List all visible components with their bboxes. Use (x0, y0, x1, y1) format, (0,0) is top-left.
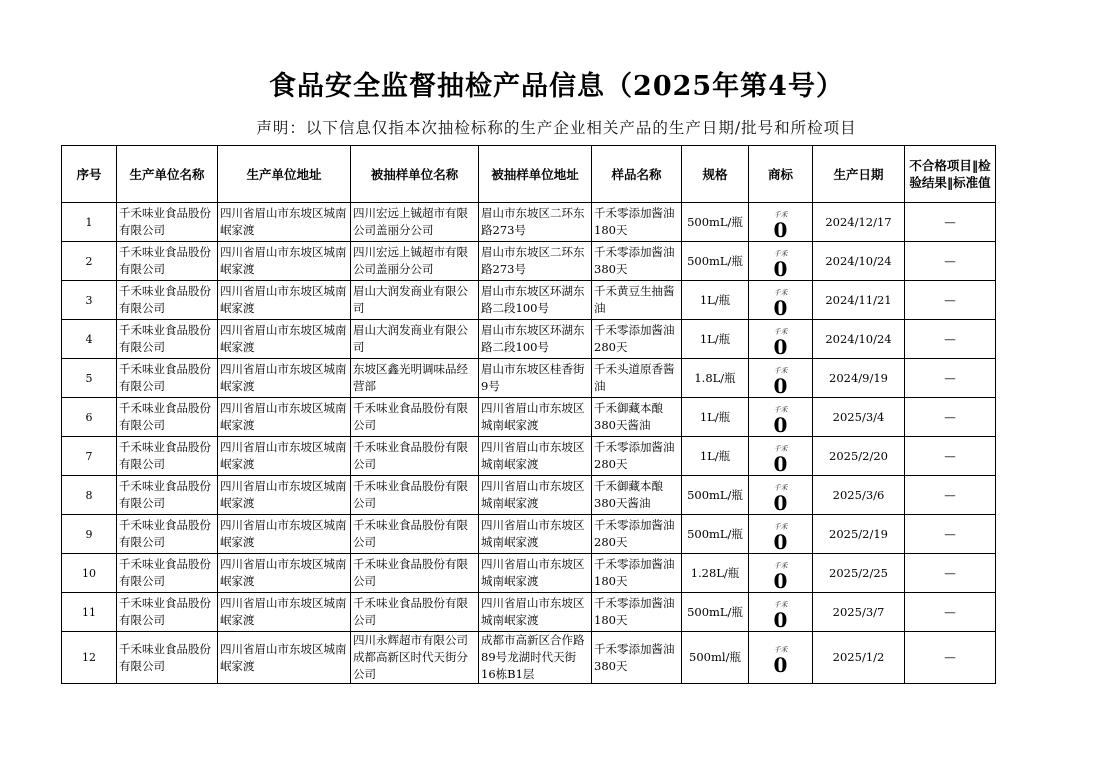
cell-sample-name: 千禾零添加酱油280天 (592, 320, 682, 359)
cell-producer: 千禾味业食品股份有限公司 (117, 632, 218, 684)
cell-trademark (749, 515, 813, 554)
header-sampled-address: 被抽样单位地址 (479, 146, 592, 203)
inspection-table (61, 145, 996, 684)
trademark-main-glyph: 0 (773, 373, 788, 398)
cell-trademark (749, 437, 813, 476)
cell-production-date: 2025/3/4 (813, 398, 905, 437)
cell-production-date: 2025/3/6 (813, 476, 905, 515)
cell-sampled-unit: 千禾味业食品股份有限公司 (351, 398, 479, 437)
cell-failed-items: — (905, 632, 996, 684)
trademark-top-text: 千禾 (773, 405, 788, 414)
trademark-main-glyph: 0 (773, 607, 788, 632)
table-row (62, 593, 996, 632)
cell-failed-items: — (905, 554, 996, 593)
header-failed-items: 不合格项目‖检验结果‖标准值 (905, 146, 996, 203)
cell-sample-name: 千禾头道原香酱油 (592, 359, 682, 398)
trademark-main-glyph: 0 (773, 334, 788, 359)
cell-seq: 10 (62, 554, 117, 593)
cell-producer: 千禾味业食品股份有限公司 (117, 203, 218, 242)
cell-sample-name: 千禾御藏本酿380天酱油 (592, 476, 682, 515)
cell-spec: 1L/瓶 (682, 320, 749, 359)
cell-producer-address: 四川省眉山市东坡区城南岷家渡 (218, 281, 351, 320)
cell-production-date: 2025/2/25 (813, 554, 905, 593)
cell-trademark (749, 593, 813, 632)
table-header-row (62, 146, 996, 203)
cell-sampled-address: 四川省眉山市东坡区城南岷家渡 (479, 398, 592, 437)
cell-failed-items: — (905, 320, 996, 359)
qianhe-logo-icon (774, 368, 788, 396)
cell-producer-address: 四川省眉山市东坡区城南岷家渡 (218, 476, 351, 515)
cell-producer: 千禾味业食品股份有限公司 (117, 281, 218, 320)
cell-trademark (749, 320, 813, 359)
cell-producer: 千禾味业食品股份有限公司 (117, 515, 218, 554)
cell-sampled-unit: 四川宏远上铖超市有限公司盖丽分公司 (351, 242, 479, 281)
table-row (62, 554, 996, 593)
cell-producer-address: 四川省眉山市东坡区城南岷家渡 (218, 515, 351, 554)
cell-seq: 2 (62, 242, 117, 281)
cell-producer: 千禾味业食品股份有限公司 (117, 359, 218, 398)
cell-sampled-address: 四川省眉山市东坡区城南岷家渡 (479, 437, 592, 476)
cell-spec: 500mL/瓶 (682, 593, 749, 632)
trademark-main-glyph: 0 (773, 490, 788, 515)
trademark-main-glyph: 0 (773, 412, 788, 437)
qianhe-logo-icon (774, 251, 788, 279)
page-title: 食品安全监督抽检产品信息（2025年第4号） (269, 71, 844, 102)
cell-producer: 千禾味业食品股份有限公司 (117, 554, 218, 593)
qianhe-logo-icon (774, 407, 788, 435)
cell-failed-items: — (905, 203, 996, 242)
cell-spec: 1L/瓶 (682, 398, 749, 437)
cell-spec: 1.8L/瓶 (682, 359, 749, 398)
cell-failed-items: — (905, 242, 996, 281)
table-row (62, 320, 996, 359)
cell-trademark (749, 632, 813, 684)
cell-sampled-unit: 四川永辉超市有限公司成都高新区时代天街分公司 (351, 632, 479, 684)
qianhe-logo-icon (774, 485, 788, 513)
cell-producer: 千禾味业食品股份有限公司 (117, 320, 218, 359)
cell-sampled-address: 四川省眉山市东坡区城南岷家渡 (479, 554, 592, 593)
cell-trademark (749, 281, 813, 320)
trademark-main-glyph: 0 (773, 529, 788, 554)
trademark-top-text: 千禾 (773, 288, 788, 297)
trademark-main-glyph: 0 (773, 295, 788, 320)
cell-producer-address: 四川省眉山市东坡区城南岷家渡 (218, 593, 351, 632)
cell-spec: 500mL/瓶 (682, 242, 749, 281)
cell-failed-items: — (905, 593, 996, 632)
cell-seq: 9 (62, 515, 117, 554)
cell-spec: 1L/瓶 (682, 281, 749, 320)
cell-producer-address: 四川省眉山市东坡区城南岷家渡 (218, 632, 351, 684)
cell-spec: 500mL/瓶 (682, 515, 749, 554)
cell-producer-address: 四川省眉山市东坡区城南岷家渡 (218, 203, 351, 242)
header-producer-address: 生产单位地址 (218, 146, 351, 203)
cell-sampled-address: 眉山市东坡区桂香街9号 (479, 359, 592, 398)
header-production-date: 生产日期 (813, 146, 905, 203)
cell-spec: 500mL/瓶 (682, 203, 749, 242)
qianhe-logo-icon (774, 212, 788, 240)
trademark-main-glyph: 0 (773, 568, 788, 593)
cell-sampled-address: 眉山市东坡区环湖东路二段100号 (479, 281, 592, 320)
table-row (62, 203, 996, 242)
cell-production-date: 2024/11/21 (813, 281, 905, 320)
qianhe-logo-icon (774, 290, 788, 318)
cell-trademark (749, 203, 813, 242)
table-row (62, 515, 996, 554)
cell-sample-name: 千禾御藏本酿380天酱油 (592, 398, 682, 437)
cell-production-date: 2025/3/7 (813, 593, 905, 632)
cell-spec: 1.28L/瓶 (682, 554, 749, 593)
cell-producer: 千禾味业食品股份有限公司 (117, 476, 218, 515)
cell-failed-items: — (905, 437, 996, 476)
trademark-top-text: 千禾 (773, 600, 788, 609)
cell-sample-name: 千禾零添加酱油180天 (592, 203, 682, 242)
trademark-top-text: 千禾 (773, 444, 788, 453)
cell-sample-name: 千禾零添加酱油180天 (592, 554, 682, 593)
cell-trademark (749, 398, 813, 437)
cell-production-date: 2024/10/24 (813, 242, 905, 281)
trademark-top-text: 千禾 (773, 522, 788, 531)
trademark-top-text: 千禾 (773, 646, 788, 654)
table-body (62, 203, 996, 684)
qianhe-logo-icon (774, 647, 788, 675)
trademark-main-glyph: 0 (773, 217, 788, 242)
cell-sampled-address: 四川省眉山市东坡区城南岷家渡 (479, 593, 592, 632)
cell-producer-address: 四川省眉山市东坡区城南岷家渡 (218, 437, 351, 476)
trademark-top-text: 千禾 (773, 210, 788, 219)
cell-seq: 3 (62, 281, 117, 320)
cell-failed-items: — (905, 476, 996, 515)
cell-sampled-unit: 眉山大润发商业有限公司 (351, 320, 479, 359)
qianhe-logo-icon (774, 524, 788, 552)
cell-sampled-address: 眉山市东坡区环湖东路二段100号 (479, 320, 592, 359)
cell-sample-name: 千禾零添加酱油280天 (592, 437, 682, 476)
cell-sample-name: 千禾零添加酱油180天 (592, 593, 682, 632)
cell-sampled-address: 四川省眉山市东坡区城南岷家渡 (479, 476, 592, 515)
cell-production-date: 2024/9/19 (813, 359, 905, 398)
cell-producer: 千禾味业食品股份有限公司 (117, 398, 218, 437)
cell-sampled-unit: 千禾味业食品股份有限公司 (351, 554, 479, 593)
cell-production-date: 2025/2/19 (813, 515, 905, 554)
cell-trademark (749, 359, 813, 398)
cell-sample-name: 千禾黄豆生抽酱油 (592, 281, 682, 320)
cell-sample-name: 千禾零添加酱油380天 (592, 632, 682, 684)
cell-producer-address: 四川省眉山市东坡区城南岷家渡 (218, 398, 351, 437)
trademark-top-text: 千禾 (773, 483, 788, 492)
cell-seq: 7 (62, 437, 117, 476)
cell-seq: 1 (62, 203, 117, 242)
cell-sampled-address: 四川省眉山市东坡区城南岷家渡 (479, 515, 592, 554)
cell-production-date: 2025/2/20 (813, 437, 905, 476)
cell-producer-address: 四川省眉山市东坡区城南岷家渡 (218, 242, 351, 281)
trademark-main-glyph: 0 (773, 451, 788, 476)
table-row (62, 281, 996, 320)
qianhe-logo-icon (774, 329, 788, 357)
table-row (62, 476, 996, 515)
cell-production-date: 2024/10/24 (813, 320, 905, 359)
header-seq: 序号 (62, 146, 117, 203)
cell-production-date: 2024/12/17 (813, 203, 905, 242)
cell-seq: 11 (62, 593, 117, 632)
header-sampled-unit: 被抽样单位名称 (351, 146, 479, 203)
cell-failed-items: — (905, 398, 996, 437)
cell-sampled-address: 成都市高新区合作路89号龙湖时代天街16栋B1层 (479, 632, 592, 684)
cell-producer: 千禾味业食品股份有限公司 (117, 242, 218, 281)
qianhe-logo-icon (774, 563, 788, 591)
disclaimer-notice: 声明：以下信息仅指本次抽检标称的生产企业相关产品的生产日期/批号和所检项目 (256, 119, 857, 137)
cell-seq: 4 (62, 320, 117, 359)
cell-sample-name: 千禾零添加酱油280天 (592, 515, 682, 554)
trademark-top-text: 千禾 (773, 327, 788, 336)
cell-seq: 12 (62, 632, 117, 684)
trademark-main-glyph: 0 (773, 256, 788, 281)
cell-failed-items: — (905, 281, 996, 320)
cell-seq: 5 (62, 359, 117, 398)
header-sample-name: 样品名称 (592, 146, 682, 203)
trademark-top-text: 千禾 (773, 366, 788, 375)
table-row (62, 242, 996, 281)
cell-trademark (749, 554, 813, 593)
cell-producer-address: 四川省眉山市东坡区城南岷家渡 (218, 359, 351, 398)
qianhe-logo-icon (774, 446, 788, 474)
table-row (62, 632, 996, 684)
cell-sampled-unit: 千禾味业食品股份有限公司 (351, 437, 479, 476)
header-trademark: 商标 (749, 146, 813, 203)
cell-failed-items: — (905, 515, 996, 554)
cell-spec: 500mL/瓶 (682, 476, 749, 515)
cell-failed-items: — (905, 359, 996, 398)
cell-production-date: 2025/1/2 (813, 632, 905, 684)
cell-sampled-address: 眉山市东坡区二环东路273号 (479, 242, 592, 281)
cell-sampled-unit: 眉山大润发商业有限公司 (351, 281, 479, 320)
cell-trademark (749, 476, 813, 515)
cell-seq: 6 (62, 398, 117, 437)
cell-sample-name: 千禾零添加酱油380天 (592, 242, 682, 281)
cell-sampled-unit: 千禾味业食品股份有限公司 (351, 476, 479, 515)
cell-producer-address: 四川省眉山市东坡区城南岷家渡 (218, 554, 351, 593)
table-row (62, 359, 996, 398)
cell-seq: 8 (62, 476, 117, 515)
header-producer: 生产单位名称 (117, 146, 218, 203)
cell-trademark (749, 242, 813, 281)
cell-sampled-unit: 千禾味业食品股份有限公司 (351, 515, 479, 554)
qianhe-logo-icon (774, 602, 788, 630)
cell-spec: 500ml/瓶 (682, 632, 749, 684)
cell-sampled-unit: 四川宏远上铖超市有限公司盖丽分公司 (351, 203, 479, 242)
cell-producer-address: 四川省眉山市东坡区城南岷家渡 (218, 320, 351, 359)
cell-sampled-address: 眉山市东坡区二环东路273号 (479, 203, 592, 242)
table-row (62, 398, 996, 437)
trademark-top-text: 千禾 (773, 249, 788, 258)
trademark-top-text: 千禾 (773, 561, 788, 570)
header-spec: 规格 (682, 146, 749, 203)
cell-sampled-unit: 千禾味业食品股份有限公司 (351, 593, 479, 632)
table-row (62, 437, 996, 476)
cell-producer: 千禾味业食品股份有限公司 (117, 437, 218, 476)
cell-sampled-unit: 东坡区鑫光明调味品经营部 (351, 359, 479, 398)
trademark-main-glyph: 0 (773, 653, 788, 677)
cell-producer: 千禾味业食品股份有限公司 (117, 593, 218, 632)
cell-spec: 1L/瓶 (682, 437, 749, 476)
